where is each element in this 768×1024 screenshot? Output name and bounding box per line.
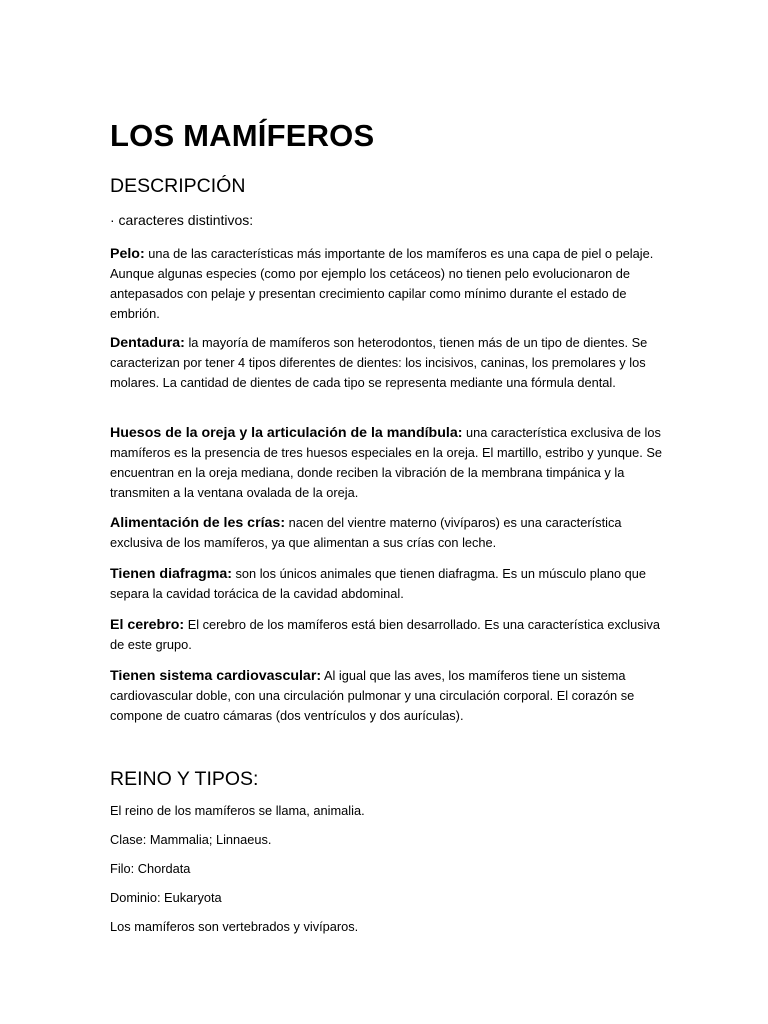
paragraph-cardiovascular [110,666,670,726]
text-pelo: una de las características más importante de los mamíferos es una capa de piel o pelaje. Aunque algunas especies (como por ejemplo los cetáceos) no tienen pelo evolucionaron de antepasados con pelaje y presentan crecimiento capilar como mínimo durante el estado de embrión. [110,246,654,321]
filo-line: Filo: Chordata [110,861,191,876]
paragraph-diafragma [110,564,670,604]
text-dentadura: la mayoría de mamíferos son heterodontos, tienen más de un tipo de dientes. Se caracterizan por tener 4 tipos diferentes de dientes: los incisivos, caninas, los premolares y los molares. La cantidad de dientes de cada tipo se representa mediante una fórmula dental. [110,335,648,390]
text-cerebro: El cerebro de los mamíferos está bien desarrollado. Es una característica exclusiva de este grupo. [110,617,660,652]
text-huesos: una característica exclusiva de los mamíferos es la presencia de tres huesos especiales en la oreja. El martillo, estribo y yunque. Se encuentran en la oreja mediana, donde reciben la vibración de la membrana timpánica y la transmiten a la ventana ovalada de la oreja. [110,425,662,500]
term-huesos: Huesos de la oreja y la articulación de la mandíbula: [110,425,463,441]
term-alimentacion: Alimentación de les crías: [110,515,286,531]
paragraph-huesos [110,423,670,503]
term-pelo: Pelo: [110,246,145,262]
term-cerebro: El cerebro: [110,617,185,633]
reino-line: El reino de los mamíferos se llama, animalia. [110,803,365,818]
paragraph-cerebro [110,615,670,655]
document-title: LOS MAMÍFEROS [110,118,375,153]
term-dentadura: Dentadura: [110,335,185,351]
term-cardiovascular: Tienen sistema cardiovascular: [110,668,322,684]
paragraph-dentadura [110,333,670,393]
clase-line: Clase: Mammalia; Linnaeus. [110,832,272,847]
text-cardiovascular: Al igual que las aves, los mamíferos tiene un sistema cardiovascular doble, con una circulación pulmonar y una circulación corporal. El corazón se compone de cuatro cámaras (dos ventrículos y dos aurículas). [110,668,635,723]
text-diafragma: son los únicos animales que tienen diafragma. Es un músculo plano que separa la cavidad torácica de la cavidad abdominal. [110,566,646,601]
text-alimentacion: nacen del vientre materno (vivíparos) es una característica exclusiva de los mamíferos, ya que alimentan a sus crías con leche. [110,515,622,550]
vertebrados-line: Los mamíferos son vertebrados y vivíparos. [110,919,359,934]
section-heading-descripcion: DESCRIPCIÓN [110,175,246,197]
section-heading-reino: REINO Y TIPOS: [110,768,259,790]
dominio-line: Dominio: Eukaryota [110,890,222,905]
term-diafragma: Tienen diafragma: [110,566,232,582]
subheading-caracteres: · caracteres distintivos: [110,212,254,228]
paragraph-pelo [110,244,670,324]
paragraph-alimentacion [110,513,670,553]
